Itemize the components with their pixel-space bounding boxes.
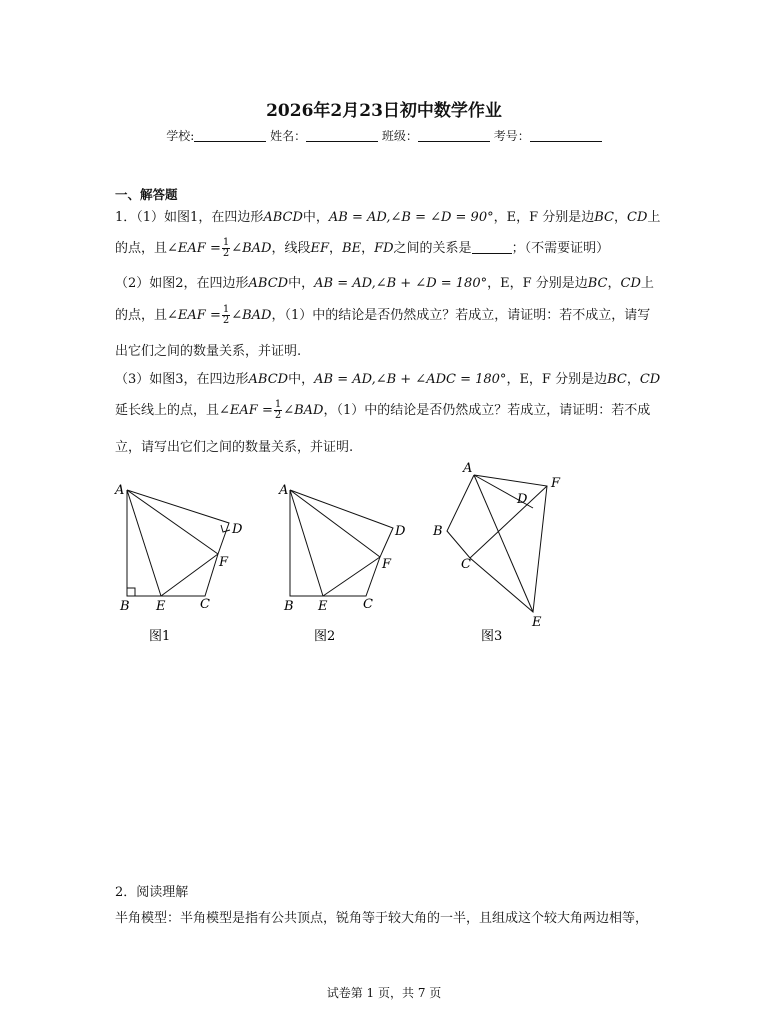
- figure-2-diagram: [290, 490, 393, 596]
- geometry-figures: [0, 460, 768, 660]
- name-blank[interactable]: [306, 129, 378, 142]
- fig3-label-B: B: [433, 524, 443, 539]
- number-blank[interactable]: [530, 129, 602, 142]
- fig1-label-D: D: [232, 522, 243, 537]
- class-label: 班级：: [381, 129, 418, 143]
- section-heading: 一、解答题: [115, 187, 178, 202]
- q1-line-2: 的点，且∠EAF = $\frac{1}{2}$ ∠BAD，线段EF，BE，FD之间的关系是 ；（不需要证明）: [115, 237, 610, 259]
- fig1-label-F: F: [219, 555, 229, 570]
- figure-3-diagram: [447, 475, 547, 612]
- fig2-label-D: D: [395, 524, 406, 539]
- fig3-label-C: C: [461, 557, 471, 572]
- fig2-caption: 图2: [314, 629, 336, 644]
- fig1-label-B: B: [120, 599, 130, 614]
- fig3-label-D: D: [517, 492, 528, 507]
- page-title: 2026年2月23日初中数学作业: [266, 101, 502, 121]
- q1-line-7: 延长线上的点，且∠EAF = $\frac{1}{2}$ ∠BAD，（1）中的结论是否仍然成立？若成立，请证明：若不成: [115, 399, 651, 421]
- q2-text: 半角模型：半角模型是指有公共顶点，锐角等于较大角的一半，且组成这个较大角两边相等，: [115, 911, 649, 926]
- fig3-label-F: F: [551, 476, 561, 491]
- fig2-label-B: B: [284, 599, 294, 614]
- fig3-label-E: E: [532, 615, 542, 630]
- q2-heading: 2．阅读理解: [115, 885, 189, 900]
- fig1-label-A: A: [115, 483, 125, 498]
- fig3-label-A: A: [463, 461, 473, 476]
- q1-line-3: （2）如图2，在四边形ABCD中，AB = AD,∠B + ∠D = 180°，E，F 分别是边BC，CD上: [115, 276, 654, 291]
- fraction-half: $\frac{1}{2}$: [222, 237, 230, 259]
- page-footer: 试卷第 1 页，共 7 页: [326, 986, 442, 1000]
- q1-line-4: 的点，且∠EAF = $\frac{1}{2}$ ∠BAD，（1）中的结论是否仍然成立？若成立，请证明：若不成立，请写: [115, 304, 651, 326]
- class-blank[interactable]: [418, 129, 490, 142]
- fig1-caption: 图1: [149, 629, 171, 644]
- q1-line-1: 1．（1）如图1，在四边形ABCD中，AB = AD,∠B = ∠D = 90°，E，F 分别是边BC，CD上: [115, 210, 661, 225]
- fig2-label-E: E: [318, 599, 328, 614]
- answer-blank[interactable]: [472, 241, 512, 254]
- fig1-label-E: E: [156, 599, 166, 614]
- school-blank[interactable]: [194, 129, 266, 142]
- name-label: 姓名：: [270, 129, 307, 143]
- fig2-label-F: F: [382, 557, 392, 572]
- school-label: 学校:: [166, 129, 195, 143]
- q1-line-6: （3）如图3，在四边形ABCD中，AB = AD,∠B + ∠ADC = 180°，E，F 分别是边BC，CD: [115, 372, 661, 387]
- fig1-label-C: C: [200, 597, 210, 612]
- number-label: 考号：: [493, 129, 530, 143]
- q1-line-8: 立，请写出它们之间的数量关系，并证明.: [115, 440, 354, 455]
- fig2-label-A: A: [279, 483, 289, 498]
- fig3-caption: 图3: [481, 629, 503, 644]
- figure-1-diagram: [127, 490, 230, 596]
- student-info-line: [0, 127, 768, 144]
- fig2-label-C: C: [363, 597, 373, 612]
- q1-line-5: 出它们之间的数量关系，并证明.: [115, 344, 302, 359]
